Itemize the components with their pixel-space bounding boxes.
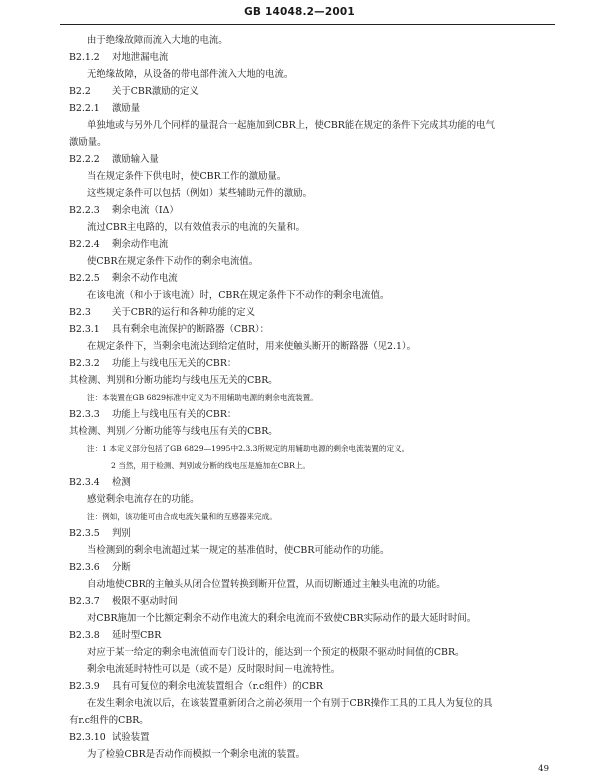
clause-number: B2.3.10	[69, 732, 106, 743]
clause-heading	[60, 525, 554, 542]
clause-title: 剩余动作电流	[112, 239, 169, 250]
clause-heading	[60, 49, 554, 66]
clause-heading	[60, 593, 554, 610]
paragraph-text: 对CBR施加一个比额定剩余不动作电流大的剩余电流而不致使CBR实际动作的最大延时时间。	[87, 613, 477, 624]
paragraph-text: 单独地或与另外几个同样的量混合一起施加到CBR上，使CBR能在规定的条件下完成其功能的电气	[87, 120, 495, 131]
clause-heading	[60, 270, 554, 287]
paragraph-text: 其检测、判别／分断功能等与线电压有关的CBR。	[69, 426, 278, 437]
clause-number: B2.2	[69, 86, 91, 97]
clause-title: 具有可复位的剩余电流装置组合（r.c组件）的CBR	[112, 681, 323, 692]
clause-title: 对地泄漏电流	[112, 52, 169, 63]
paragraph-text: 感觉剩余电流存在的功能。	[87, 494, 200, 505]
paragraph-text: 流过CBR主电路的，以有效值表示的电流的矢量和。	[87, 222, 305, 233]
clause-title: 检测	[112, 477, 131, 488]
clause-number: B2.1.2	[69, 52, 100, 63]
clause-number: B2.3.2	[69, 358, 100, 369]
clause-title: 分断	[112, 562, 131, 573]
clause-number: B2.3.8	[69, 630, 100, 641]
clause-number: B2.2.5	[69, 273, 100, 284]
clause-title: 判别	[112, 528, 131, 539]
note-text: 2 当然，用于检测、判别或分断的线电压是施加在CBR上。	[111, 461, 311, 470]
clause-number: B2.3.7	[69, 596, 100, 607]
clause-number: B2.2.3	[69, 205, 100, 216]
clause-heading	[60, 100, 554, 117]
paragraph-text: 由于绝缘故障而流入大地的电流。	[87, 35, 228, 46]
paragraph-text: 激励量。	[69, 137, 107, 148]
clause-title: 剩余电流（IΔ）	[112, 205, 179, 216]
paragraph-text: 无绝缘故障，从设备的带电部件流入大地的电流。	[87, 69, 294, 80]
clause-heading	[60, 202, 554, 219]
paragraph-text: 在该电流（和小于该电流）时，CBR在规定条件下不动作的剩余电流值。	[87, 290, 390, 301]
note-text: 注：1 本定义部分包括了GB 6829—1995中2.3.3所规定的用辅助电源的剩余电流装置的定义。	[87, 444, 410, 453]
clause-number: B2.3	[69, 307, 91, 318]
clause-title: 延时型CBR	[112, 630, 162, 641]
paragraph-text: 有r.c组件的CBR。	[69, 715, 149, 726]
clause-number: B2.2.4	[69, 239, 100, 250]
paragraph-text: 在发生剩余电流以后，在该装置重新闭合之前必须用一个有别于CBR操作工具的工具人为复位的具	[87, 698, 493, 709]
paragraph-text: 当检测到的剩余电流超过某一规定的基准值时，使CBR可能动作的功能。	[87, 545, 390, 556]
clause-title: 具有剩余电流保护的断路器（CBR）：	[112, 324, 270, 335]
paragraph-text: 自动地使CBR的主触头从闭合位置转换到断开位置，从而切断通过主触头电流的功能。	[87, 579, 446, 590]
clause-heading	[60, 406, 554, 423]
clause-title: 激励量	[112, 103, 141, 114]
paragraph-text: 其检测、判别和分断功能均与线电压无关的CBR。	[69, 375, 278, 386]
clause-heading	[60, 355, 554, 372]
note-text: 注：本装置在GB 6829标准中定义为不用辅助电源的剩余电流装置。	[87, 393, 318, 402]
clause-heading	[60, 151, 554, 168]
standard-code-header: GB 14048.2—2001	[244, 6, 355, 18]
paragraph-text: 当在规定条件下供电时，使CBR工作的激励量。	[87, 171, 287, 182]
clause-title: 极限不驱动时间	[112, 596, 178, 607]
clause-number: B2.3.6	[69, 562, 100, 573]
clause-title: 试验装置	[112, 732, 150, 743]
clause-number: B2.3.9	[69, 681, 100, 692]
paragraph-text: 在规定条件下，当剩余电流达到给定值时，用来使触头断开的断路器（见2.1）。	[87, 341, 416, 352]
clause-number: B2.3.3	[69, 409, 100, 420]
clause-heading	[60, 236, 554, 253]
clause-title: 关于CBR激励的定义	[112, 86, 199, 97]
clause-number: B2.2.2	[69, 154, 100, 165]
clause-number: B2.3.5	[69, 528, 100, 539]
page-number: 49	[538, 764, 549, 774]
clause-title: 功能上与线电压有关的CBR：	[112, 409, 237, 420]
clause-heading	[60, 321, 554, 338]
clause-heading	[60, 83, 554, 100]
paragraph-text: 使CBR在规定条件下动作的剩余电流值。	[87, 256, 259, 267]
paragraph-text: 剩余电流延时特性可以是（或不是）反时限时间－电流特性。	[87, 664, 341, 675]
clause-number: B2.3.4	[69, 477, 100, 488]
header-rule	[60, 24, 555, 25]
paragraph-text: 为了检验CBR是否动作而模拟一个剩余电流的装置。	[87, 749, 305, 760]
clause-title: 关于CBR的运行和各种功能的定义	[112, 307, 255, 318]
clause-title: 功能上与线电压无关的CBR：	[112, 358, 237, 369]
clause-heading	[60, 304, 554, 321]
clause-number: B2.2.1	[69, 103, 100, 114]
paragraph-text: 对应于某一给定的剩余电流值而专门设计的，能达到一个预定的极限不驱动时间值的CBR。	[87, 647, 465, 658]
clause-heading	[60, 474, 554, 491]
clause-heading	[60, 729, 554, 746]
note-text: 注：例如，该功能可由合成电流矢量和的互感器来完成。	[87, 512, 277, 521]
clause-title: 激励输入量	[112, 154, 159, 165]
document-body	[60, 32, 554, 763]
paragraph-text: 这些规定条件可以包括（例如）某些辅助元件的激励。	[87, 188, 313, 199]
clause-number: B2.3.1	[69, 324, 100, 335]
clause-heading	[60, 678, 554, 695]
clause-heading	[60, 627, 554, 644]
clause-heading	[60, 559, 554, 576]
clause-title: 剩余不动作电流	[112, 273, 178, 284]
